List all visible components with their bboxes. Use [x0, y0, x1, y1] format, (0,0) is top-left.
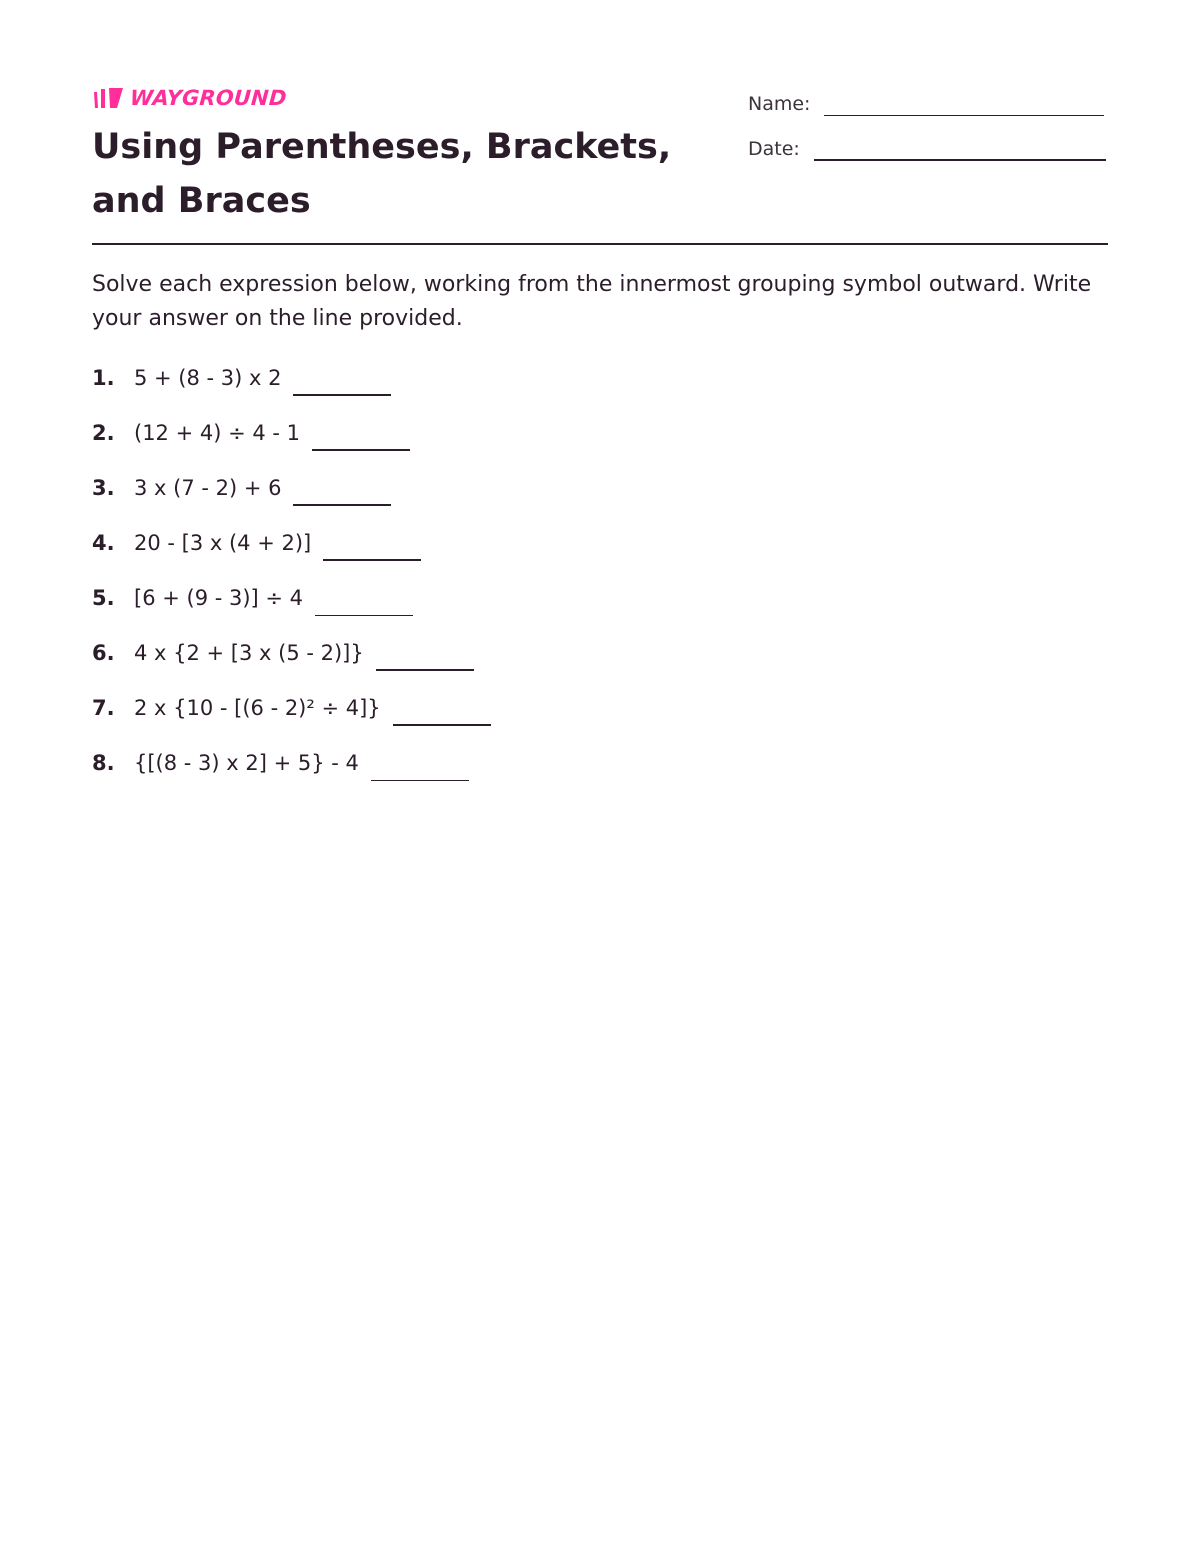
wayground-logo-icon — [92, 86, 126, 110]
instructions: Solve each expression below, working from the innermost grouping symbol outward. Write your answer on the line provided. — [92, 272, 1092, 331]
date-input-line[interactable] — [814, 135, 1106, 161]
problem-expression: {[(8 - 3) x 2] + 5} - 4 — [134, 751, 359, 775]
problem-expression: 2 x {10 - [(6 - 2)² ÷ 4]} — [134, 696, 381, 720]
problem-item — [92, 635, 491, 690]
problem-expression: (12 + 4) ÷ 4 - 1 — [134, 421, 301, 445]
date-label: Date: — [748, 138, 800, 160]
problem-item — [92, 470, 491, 525]
problem-item — [92, 415, 491, 470]
problem-number: 7. — [92, 696, 115, 720]
problem-item — [92, 360, 491, 415]
problem-item — [92, 525, 491, 580]
answer-line[interactable] — [293, 360, 391, 396]
answer-line[interactable] — [376, 635, 474, 671]
answer-line[interactable] — [312, 415, 410, 451]
problem-item — [92, 690, 491, 745]
answer-line[interactable] — [323, 525, 421, 561]
problem-number: 3. — [92, 476, 115, 500]
problem-number: 2. — [92, 421, 115, 445]
problem-expression: 20 - [3 x (4 + 2)] — [134, 531, 312, 555]
problem-item — [92, 580, 491, 635]
problem-number: 4. — [92, 531, 115, 555]
worksheet-title: Using Parentheses, Brackets, and Braces — [92, 127, 672, 221]
problem-expression: 5 + (8 - 3) x 2 — [134, 366, 282, 390]
problem-expression: 3 x (7 - 2) + 6 — [134, 476, 282, 500]
answer-line[interactable] — [293, 470, 391, 506]
problem-number: 8. — [92, 751, 115, 775]
name-field — [748, 91, 1104, 116]
brand-logo — [92, 86, 287, 110]
answer-line[interactable] — [315, 580, 413, 616]
problem-item — [92, 745, 491, 800]
problem-expression: 4 x {2 + [3 x (5 - 2)]} — [134, 641, 364, 665]
problem-list — [92, 360, 491, 800]
answer-line[interactable] — [393, 690, 491, 726]
name-label: Name: — [748, 93, 811, 115]
problem-number: 5. — [92, 586, 115, 610]
date-field — [748, 135, 1106, 161]
name-input-line[interactable] — [824, 91, 1104, 116]
answer-line[interactable] — [371, 745, 469, 781]
problem-expression: [6 + (9 - 3)] ÷ 4 — [134, 586, 304, 610]
problem-number: 6. — [92, 641, 115, 665]
problem-number: 1. — [92, 366, 115, 390]
header-divider — [92, 243, 1108, 245]
brand-name: WAYGROUND — [129, 86, 288, 110]
